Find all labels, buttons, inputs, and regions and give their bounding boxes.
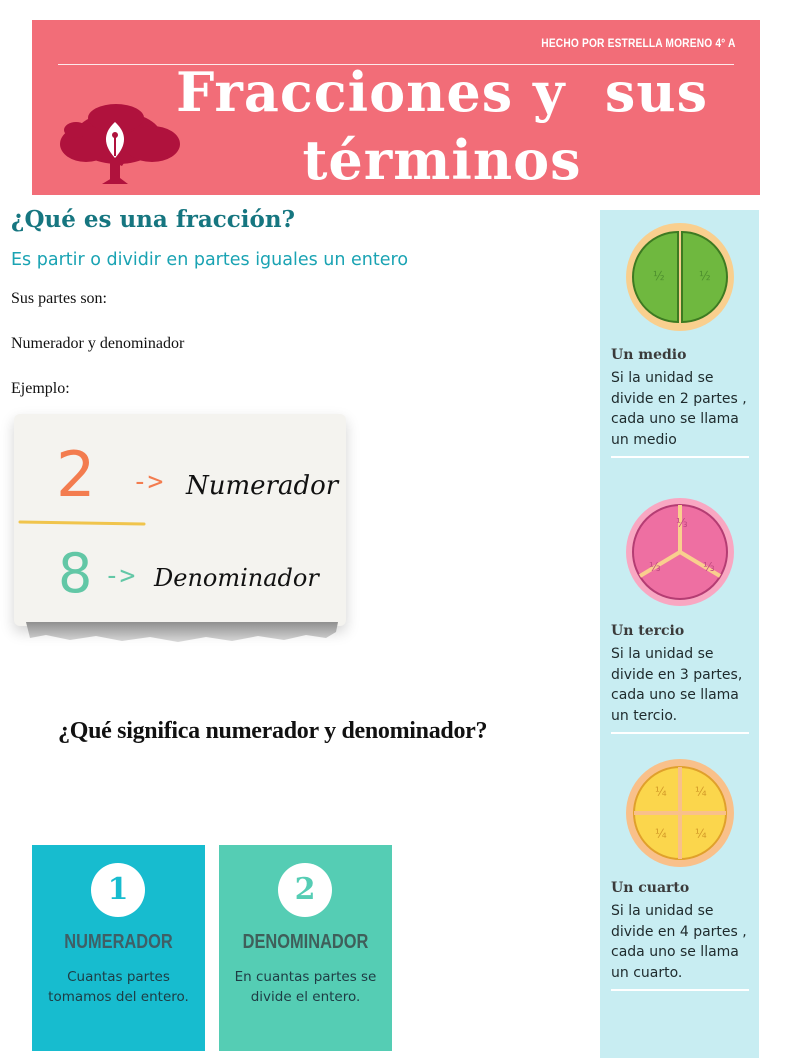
slice-label: ½ [653, 269, 665, 283]
example-denominator: 8 [58, 542, 93, 605]
sidebar-divider [611, 989, 749, 991]
what-is-fraction-heading: ¿Qué es una fracción? [11, 206, 296, 233]
slice-label: ¼ [695, 785, 707, 799]
title-line-1: Fracciones y sus [176, 60, 708, 124]
third-pie-icon [625, 497, 735, 607]
sidebar-item-text: Si la unidad se divide en 4 partes , cada uno se llama un cuarto. [611, 903, 747, 981]
example-numerator-label: Numerador [186, 471, 339, 501]
parts-label: Sus partes son: [11, 290, 107, 307]
term-number-badge: 2 [278, 863, 332, 917]
fraction-definition: Es partir o dividir en partes iguales un entero [11, 250, 409, 270]
sidebar-item-text: Si la unidad se divide en 3 partes, cada uno se llama un tercio. [611, 646, 743, 724]
sidebar-item-text: Si la unidad se divide en 2 partes , cada uno se llama un medio [611, 370, 747, 448]
parts-list: Numerador y denominador [11, 335, 185, 352]
slice-label: ⅓ [649, 560, 661, 574]
sidebar-item-title: Un cuarto [611, 880, 690, 896]
slice-label: ⅓ [676, 516, 688, 530]
half-pie-icon [625, 222, 735, 332]
sidebar-divider [611, 456, 749, 458]
slice-label: ⅓ [703, 560, 715, 574]
fraction-example-card [14, 414, 346, 626]
slice-label: ¼ [655, 785, 667, 799]
example-label: Ejemplo: [11, 380, 70, 397]
term-name: NUMERADOR [64, 931, 173, 953]
example-numerator: 2 [56, 438, 96, 511]
title-line-2: términos [302, 128, 582, 192]
term-description: Cuantas partes tomamos del entero. [48, 969, 189, 1005]
page-title [152, 58, 732, 194]
quarter-pie-icon [625, 758, 735, 868]
term-number-badge: 1 [91, 863, 145, 917]
sidebar-divider [611, 732, 749, 734]
sidebar-item-title: Un medio [611, 347, 687, 363]
term-description: En cuantas partes se divide el entero. [234, 969, 377, 1005]
fraction-bar [20, 522, 144, 524]
sidebar-item-title: Un tercio [611, 623, 685, 639]
tree-pen-logo-icon [56, 100, 186, 190]
header-banner [32, 20, 760, 195]
meaning-question: ¿Qué significa numerador y denominador? [58, 718, 488, 744]
slice-label: ¼ [655, 827, 667, 841]
card-shadow-decoration [26, 618, 338, 644]
term-name: DENOMINADOR [242, 931, 369, 953]
author-credit: HECHO POR ESTRELLA MORENO 4° A [541, 36, 736, 50]
fraction-example-drawing [14, 414, 346, 626]
numerator-card [32, 845, 205, 1051]
denominator-card [219, 845, 392, 1051]
slice-label: ½ [699, 269, 711, 283]
example-denominator-label: Denominador [154, 564, 319, 592]
slice-label: ¼ [695, 827, 707, 841]
numerator-arrow: -> [132, 467, 164, 497]
denominator-arrow: -> [104, 561, 136, 591]
